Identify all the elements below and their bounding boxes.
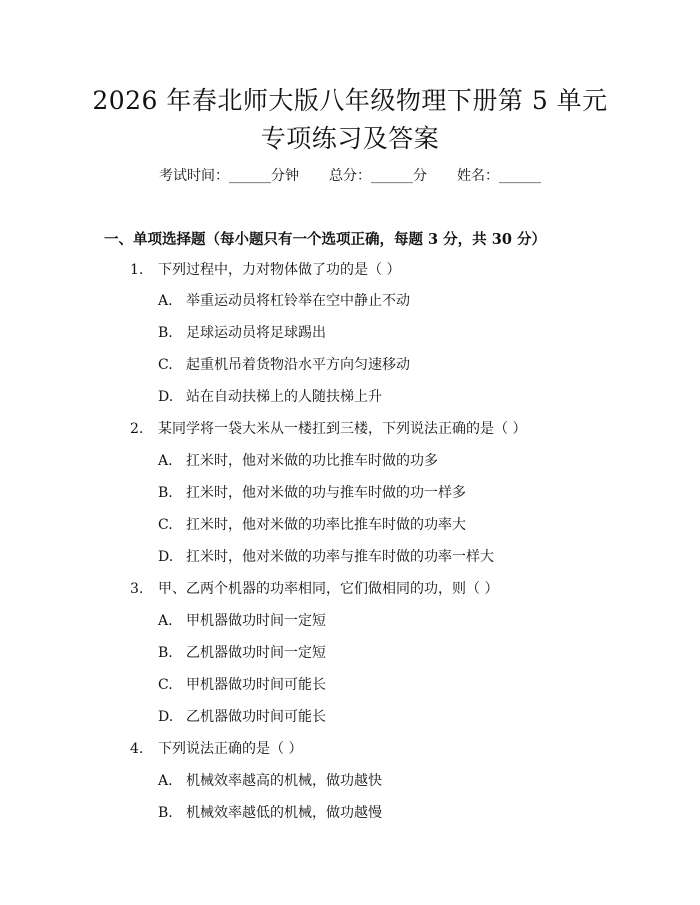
question-2-option-a xyxy=(158,451,438,471)
option-letter: C. xyxy=(158,677,173,693)
option-text: 机械效率越低的机械，做功越慢 xyxy=(186,805,382,821)
question-2-option-b xyxy=(158,483,466,503)
option-text: 扛米时，他对米做的功比推车时做的功多 xyxy=(186,453,438,469)
option-text: 起重机吊着货物沿水平方向匀速移动 xyxy=(186,357,410,373)
question-text: 下列说法正确的是（ ） xyxy=(158,741,303,757)
option-letter: D. xyxy=(158,709,174,725)
option-text: 扛米时，他对米做的功率与推车时做的功率一样大 xyxy=(186,549,494,565)
option-letter: A. xyxy=(158,613,173,629)
question-text: 甲、乙两个机器的功率相同，它们做相同的功，则（ ） xyxy=(158,581,499,597)
question-1-option-a xyxy=(158,291,410,311)
option-letter: A. xyxy=(158,293,173,309)
question-text: 下列过程中，力对物体做了功的是（ ） xyxy=(158,262,401,278)
option-letter: D. xyxy=(158,549,174,565)
exam-time-label: 考试时间：______分钟 xyxy=(159,168,299,184)
option-text: 乙机器做功时间可能长 xyxy=(186,709,326,725)
question-number: 3. xyxy=(130,581,144,597)
option-text: 机械效率越高的机械，做功越快 xyxy=(186,773,382,789)
option-letter: B. xyxy=(158,805,173,821)
option-text: 扛米时，他对米做的功率比推车时做的功率大 xyxy=(186,517,466,533)
question-1-option-d xyxy=(158,387,382,407)
question-2 xyxy=(130,419,526,439)
question-1-option-b xyxy=(158,323,326,343)
option-text: 乙机器做功时间一定短 xyxy=(186,645,326,661)
option-letter: A. xyxy=(158,453,173,469)
question-3-option-a xyxy=(158,611,326,631)
question-3-option-b xyxy=(158,643,326,663)
exam-info-line xyxy=(0,166,700,186)
question-number: 1. xyxy=(130,262,144,278)
option-text: 甲机器做功时间一定短 xyxy=(186,613,326,629)
question-4 xyxy=(130,739,302,759)
option-letter: A. xyxy=(158,773,173,789)
option-text: 足球运动员将足球踢出 xyxy=(186,325,326,341)
question-text: 某同学将一袋大米从一楼扛到三楼，下列说法正确的是（ ） xyxy=(158,421,527,437)
question-4-option-b xyxy=(158,803,382,823)
question-3 xyxy=(130,579,498,599)
question-1-option-c xyxy=(158,355,410,375)
total-score-label: 总分：______分 xyxy=(329,168,427,184)
question-1 xyxy=(130,260,400,280)
question-number: 4. xyxy=(130,741,144,757)
option-letter: D. xyxy=(158,389,174,405)
question-2-option-d xyxy=(158,547,494,567)
student-name-label: 姓名：______ xyxy=(457,168,541,184)
document-title-line-1: 2026 年春北师大版八年级物理下册第 5 单元 xyxy=(92,86,608,115)
option-letter: C. xyxy=(158,517,173,533)
option-text: 举重运动员将杠铃举在空中静止不动 xyxy=(186,293,410,309)
option-letter: B. xyxy=(158,645,173,661)
question-4-option-a xyxy=(158,771,382,791)
question-number: 2. xyxy=(130,421,144,437)
option-text: 甲机器做功时间可能长 xyxy=(186,677,326,693)
question-3-option-d xyxy=(158,707,326,727)
option-letter: B. xyxy=(158,325,173,341)
option-text: 扛米时，他对米做的功与推车时做的功一样多 xyxy=(186,485,466,501)
document-title-line-2: 专项练习及答案 xyxy=(260,124,440,153)
option-letter: B. xyxy=(158,485,173,501)
question-3-option-c xyxy=(158,675,326,695)
section-heading: 一、单项选择题（每小题只有一个选项正确，每题 3 分，共 30 分） xyxy=(104,231,546,248)
question-2-option-c xyxy=(158,515,466,535)
option-text: 站在自动扶梯上的人随扶梯上升 xyxy=(186,389,382,405)
option-letter: C. xyxy=(158,357,173,373)
